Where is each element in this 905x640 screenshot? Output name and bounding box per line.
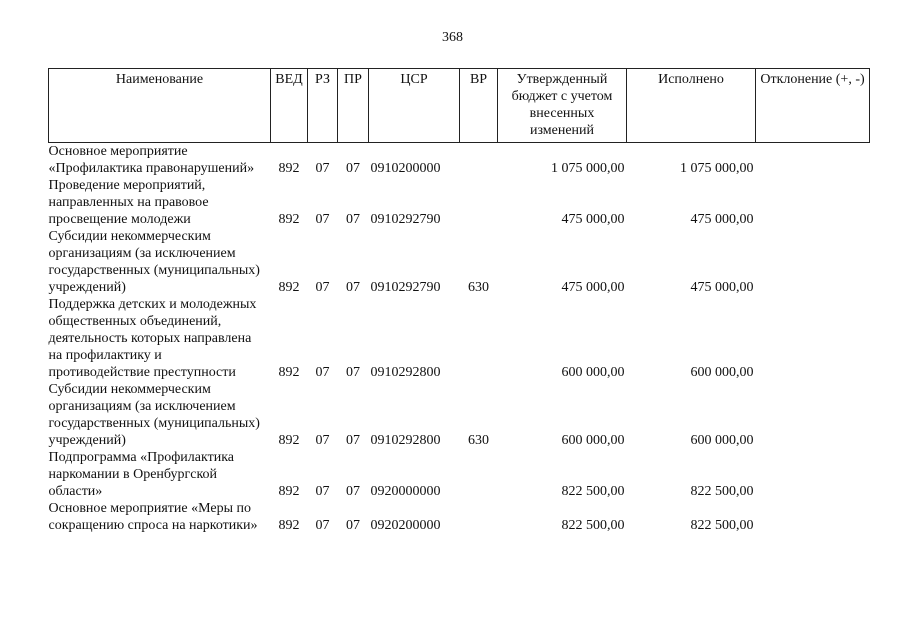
row-name: Проведение мероприятий, направленных на правовое просвещение молодежи — [48, 178, 209, 227]
row-csr: 0910292800 — [370, 433, 441, 448]
row-vr: 630 — [468, 433, 489, 448]
row-deviation — [756, 381, 870, 449]
row-vr — [460, 296, 498, 381]
row-name: Основное мероприятие «Профилактика правонарушений» — [48, 144, 255, 176]
row-name: Подпрограмма «Профилактика наркомании в Оренбургской области» — [48, 450, 235, 499]
row-pr: 07 — [346, 161, 360, 176]
row-pr: 07 — [346, 433, 360, 448]
row-deviation — [756, 500, 870, 534]
row-deviation — [756, 177, 870, 228]
table-row — [49, 177, 870, 228]
row-pr: 07 — [346, 365, 360, 380]
row-rz: 07 — [315, 433, 330, 448]
row-rz: 07 — [315, 484, 330, 499]
header-executed: Исполнено — [627, 69, 756, 143]
table-row — [49, 296, 870, 381]
row-csr: 0910292790 — [370, 212, 441, 227]
row-ved: 892 — [278, 161, 300, 176]
header-deviation: Отклонение (+, -) — [756, 69, 870, 143]
row-approved: 822 500,00 — [561, 518, 625, 533]
row-approved: 475 000,00 — [561, 212, 625, 227]
header-pr: ПР — [338, 69, 369, 143]
row-csr: 0910292790 — [370, 280, 441, 295]
row-rz: 07 — [315, 365, 330, 380]
header-name: Наименование — [49, 69, 271, 143]
row-deviation — [756, 449, 870, 500]
table-header-row — [49, 69, 870, 143]
header-approved: Утвержденный бюджет с учетом внесенных изменений — [498, 69, 627, 143]
row-approved: 1 075 000,00 — [551, 161, 625, 176]
row-rz: 07 — [315, 280, 330, 295]
row-name: Субсидии некоммерческим организациям (за исключением государственных (муниципальных) учреждений) — [48, 382, 260, 448]
row-name: Основное мероприятие «Меры по сокращению спроса на наркотики» — [48, 501, 258, 533]
row-approved: 822 500,00 — [561, 484, 625, 499]
row-executed: 475 000,00 — [690, 280, 754, 295]
row-executed: 822 500,00 — [690, 518, 754, 533]
row-vr: 630 — [468, 280, 489, 295]
header-csr: ЦСР — [369, 69, 460, 143]
row-pr: 07 — [346, 212, 360, 227]
row-deviation — [756, 143, 870, 178]
row-ved: 892 — [278, 433, 300, 448]
row-csr: 0910292800 — [370, 365, 441, 380]
row-vr — [460, 500, 498, 534]
row-vr — [460, 449, 498, 500]
row-rz: 07 — [315, 212, 330, 227]
row-ved: 892 — [278, 518, 300, 533]
row-csr: 0920200000 — [370, 518, 441, 533]
row-rz: 07 — [315, 161, 330, 176]
table-body — [49, 143, 870, 535]
page-number: 368 — [442, 30, 463, 45]
row-deviation — [756, 228, 870, 296]
row-executed: 600 000,00 — [690, 433, 754, 448]
row-vr — [460, 177, 498, 228]
budget-execution-table — [48, 68, 870, 534]
row-executed: 475 000,00 — [690, 212, 754, 227]
row-ved: 892 — [278, 484, 300, 499]
row-executed: 822 500,00 — [690, 484, 754, 499]
row-approved: 475 000,00 — [561, 280, 625, 295]
table-row — [49, 500, 870, 534]
table-row — [49, 381, 870, 449]
row-ved: 892 — [278, 365, 300, 380]
row-csr: 0920000000 — [370, 484, 441, 499]
row-executed: 600 000,00 — [690, 365, 754, 380]
row-pr: 07 — [346, 280, 360, 295]
row-name: Поддержка детских и молодежных общественных объединений, деятельность которых направлена на профилактику и противодействие преступности — [48, 297, 257, 380]
header-ved: ВЕД — [271, 69, 308, 143]
table-row — [49, 449, 870, 500]
table-row — [49, 228, 870, 296]
header-vr: ВР — [460, 69, 498, 143]
table-row — [49, 143, 870, 178]
row-ved: 892 — [278, 212, 300, 227]
row-ved: 892 — [278, 280, 300, 295]
row-vr — [460, 143, 498, 178]
row-approved: 600 000,00 — [561, 365, 625, 380]
row-approved: 600 000,00 — [561, 433, 625, 448]
row-csr: 0910200000 — [370, 161, 441, 176]
header-rz: РЗ — [308, 69, 338, 143]
row-executed: 1 075 000,00 — [680, 161, 754, 176]
row-pr: 07 — [346, 484, 360, 499]
row-name: Субсидии некоммерческим организациям (за исключением государственных (муниципальных) учреждений) — [48, 229, 260, 295]
row-deviation — [756, 296, 870, 381]
row-pr: 07 — [346, 518, 360, 533]
row-rz: 07 — [315, 518, 330, 533]
